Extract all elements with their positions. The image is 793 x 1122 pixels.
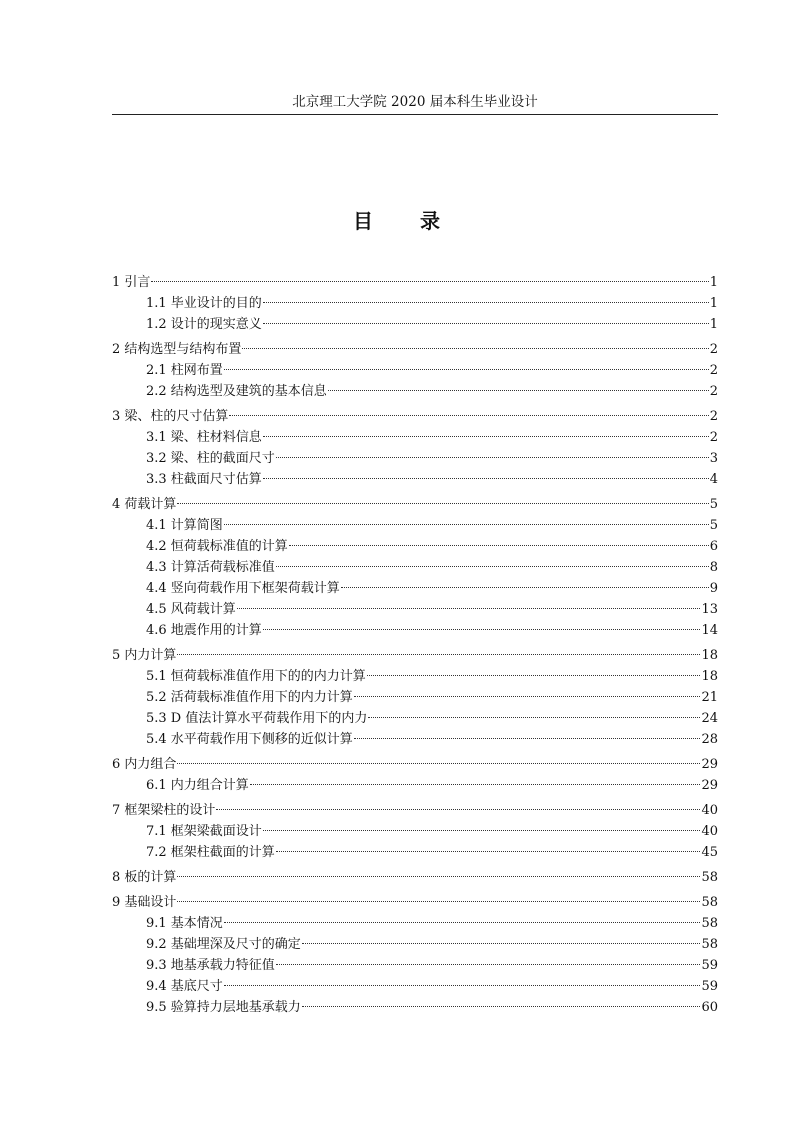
- toc-chapter-entry[interactable]: [112, 645, 718, 666]
- toc-dot-leader: [263, 478, 709, 479]
- toc-section-entry[interactable]: [112, 469, 718, 490]
- page-header: 北京理工大学院 2020 届本科生毕业设计: [292, 94, 538, 110]
- toc-dot-leader: [263, 629, 701, 630]
- toc-entry-page-number: 2: [709, 409, 718, 424]
- toc-entry-label: 4.5 风荷载计算: [146, 602, 236, 617]
- toc-entry-page-number: 2: [709, 363, 718, 378]
- toc-entry-label: 5.3 D 值法计算水平荷载作用下的内力: [146, 711, 368, 726]
- toc-dot-leader: [289, 545, 709, 546]
- toc-entry-page-number: 24: [701, 711, 718, 726]
- toc-entry-page-number: 28: [701, 732, 718, 747]
- toc-dot-leader: [263, 830, 701, 831]
- toc-entry-label: 5.1 恒荷载标准值作用下的的内力计算: [146, 669, 366, 684]
- toc-section-entry[interactable]: [112, 599, 718, 620]
- toc-entry-label: 4.6 地震作用的计算: [146, 623, 262, 638]
- toc-chapter-entry[interactable]: [112, 754, 718, 775]
- toc-dot-leader: [263, 436, 709, 437]
- toc-entry-page-number: 1: [709, 296, 718, 311]
- toc-chapter-entry[interactable]: [112, 406, 718, 427]
- toc-section-entry[interactable]: [112, 314, 718, 335]
- toc-dot-leader: [224, 524, 709, 525]
- toc-section-entry[interactable]: [112, 976, 718, 997]
- toc-section-entry[interactable]: [112, 775, 718, 796]
- toc-dot-leader: [354, 738, 701, 739]
- toc-entry-page-number: 2: [709, 342, 718, 357]
- toc-section-entry[interactable]: [112, 515, 718, 536]
- toc-entry-page-number: 18: [701, 648, 718, 663]
- toc-entry-label: 2.2 结构选型及建筑的基本信息: [146, 384, 327, 399]
- toc-entry-page-number: 58: [701, 916, 718, 931]
- toc-dot-leader: [224, 985, 701, 986]
- toc-entry-page-number: 58: [701, 895, 718, 910]
- toc-dot-leader: [302, 943, 701, 944]
- toc-entry-page-number: 40: [701, 803, 718, 818]
- toc-entry-page-number: 59: [701, 979, 718, 994]
- toc-entry-label: 2.1 柱网布置: [146, 363, 223, 378]
- toc-chapter-entry[interactable]: [112, 272, 718, 293]
- toc-section-entry[interactable]: [112, 536, 718, 557]
- toc-section-entry[interactable]: [112, 913, 718, 934]
- toc-dot-leader: [276, 964, 701, 965]
- toc-entry-label: 8 板的计算: [112, 870, 177, 885]
- toc-dot-leader: [354, 696, 701, 697]
- toc-section-entry[interactable]: [112, 934, 718, 955]
- toc-dot-leader: [263, 323, 709, 324]
- toc-section-entry[interactable]: [112, 381, 718, 402]
- toc-section-entry[interactable]: [112, 666, 718, 687]
- toc-entry-label: 9.5 验算持力层地基承载力: [146, 1000, 301, 1015]
- toc-entry-page-number: 4: [709, 472, 718, 487]
- toc-entry-label: 1.2 设计的现实意义: [146, 317, 262, 332]
- toc-entry-page-number: 9: [709, 581, 718, 596]
- toc-entry-label: 5.2 活荷载标准值作用下的内力计算: [146, 690, 353, 705]
- toc-entry-label: 4.3 计算活荷载标准值: [146, 560, 275, 575]
- toc-entry-label: 7.1 框架梁截面设计: [146, 824, 262, 839]
- toc-chapter-entry[interactable]: [112, 892, 718, 913]
- toc-entry-page-number: 2: [709, 384, 718, 399]
- toc-dot-leader: [328, 390, 709, 391]
- toc-dot-leader: [250, 784, 701, 785]
- toc-entry-page-number: 29: [701, 757, 718, 772]
- toc-dot-leader: [224, 369, 709, 370]
- toc-entry-label: 5.4 水平荷载作用下侧移的近似计算: [146, 732, 353, 747]
- toc-dot-leader: [242, 348, 708, 349]
- toc-entry-label: 7.2 框架柱截面的计算: [146, 845, 275, 860]
- toc-entry-page-number: 60: [701, 1000, 718, 1015]
- toc-section-entry[interactable]: [112, 557, 718, 578]
- toc-entry-page-number: 21: [701, 690, 718, 705]
- toc-entry-page-number: 18: [701, 669, 718, 684]
- toc-dot-leader: [276, 851, 701, 852]
- toc-entry-label: 1 引言: [112, 275, 151, 290]
- toc-dot-leader: [177, 876, 700, 877]
- toc-section-entry[interactable]: [112, 448, 718, 469]
- toc-entry-label: 7 框架梁柱的设计: [112, 803, 216, 818]
- table-of-contents: [112, 272, 718, 1018]
- toc-entry-page-number: 13: [701, 602, 718, 617]
- toc-dot-leader: [367, 675, 701, 676]
- toc-section-entry[interactable]: [112, 427, 718, 448]
- toc-dot-leader: [341, 587, 709, 588]
- toc-section-entry[interactable]: [112, 821, 718, 842]
- toc-dot-leader: [177, 654, 700, 655]
- toc-entry-page-number: 3: [709, 451, 718, 466]
- toc-chapter-entry[interactable]: [112, 339, 718, 360]
- toc-entry-label: 3.1 梁、柱材料信息: [146, 430, 262, 445]
- toc-entry-page-number: 1: [709, 275, 718, 290]
- toc-section-entry[interactable]: [112, 360, 718, 381]
- toc-section-entry[interactable]: [112, 708, 718, 729]
- toc-entry-label: 2 结构选型与结构布置: [112, 342, 242, 357]
- toc-entry-label: 3.2 梁、柱的截面尺寸: [146, 451, 275, 466]
- toc-dot-leader: [263, 302, 709, 303]
- toc-dot-leader: [237, 608, 701, 609]
- toc-entry-page-number: 8: [709, 560, 718, 575]
- toc-entry-label: 9.4 基底尺寸: [146, 979, 223, 994]
- toc-entry-label: 3 梁、柱的尺寸估算: [112, 409, 229, 424]
- toc-section-entry[interactable]: [112, 578, 718, 599]
- toc-entry-page-number: 2: [709, 430, 718, 445]
- toc-entry-page-number: 6: [709, 539, 718, 554]
- toc-chapter-entry[interactable]: [112, 800, 718, 821]
- toc-entry-page-number: 29: [701, 778, 718, 793]
- toc-section-entry[interactable]: [112, 842, 718, 863]
- toc-dot-leader: [177, 901, 700, 902]
- toc-entry-page-number: 5: [709, 497, 718, 512]
- toc-entry-label: 9.1 基本情况: [146, 916, 223, 931]
- toc-section-entry[interactable]: [112, 729, 718, 750]
- toc-dot-leader: [177, 763, 700, 764]
- toc-entry-label: 6 内力组合: [112, 757, 177, 772]
- toc-entry-page-number: 58: [701, 870, 718, 885]
- toc-dot-leader: [368, 717, 700, 718]
- toc-entry-label: 4.2 恒荷载标准值的计算: [146, 539, 288, 554]
- toc-entry-label: 4 荷载计算: [112, 497, 177, 512]
- toc-entry-page-number: 59: [701, 958, 718, 973]
- toc-dot-leader: [229, 415, 708, 416]
- toc-entry-label: 6.1 内力组合计算: [146, 778, 249, 793]
- toc-chapter-entry[interactable]: [112, 867, 718, 888]
- header-rule: [112, 114, 718, 115]
- toc-section-entry[interactable]: [112, 293, 718, 314]
- toc-section-entry[interactable]: [112, 997, 718, 1018]
- toc-entry-page-number: 45: [701, 845, 718, 860]
- page-title: 目 录: [353, 209, 460, 233]
- toc-dot-leader: [177, 503, 708, 504]
- toc-dot-leader: [276, 566, 709, 567]
- toc-entry-label: 4.4 竖向荷载作用下框架荷载计算: [146, 581, 340, 596]
- toc-dot-leader: [216, 809, 700, 810]
- toc-dot-leader: [302, 1006, 701, 1007]
- toc-entry-page-number: 58: [701, 937, 718, 952]
- toc-section-entry[interactable]: [112, 620, 718, 641]
- toc-entry-label: 5 内力计算: [112, 648, 177, 663]
- toc-entry-page-number: 14: [701, 623, 718, 638]
- toc-chapter-entry[interactable]: [112, 494, 718, 515]
- toc-entry-label: 3.3 柱截面尺寸估算: [146, 472, 262, 487]
- toc-entry-label: 1.1 毕业设计的目的: [146, 296, 262, 311]
- toc-section-entry[interactable]: [112, 687, 718, 708]
- toc-entry-label: 9 基础设计: [112, 895, 177, 910]
- toc-entry-label: 4.1 计算简图: [146, 518, 223, 533]
- toc-entry-label: 9.3 地基承载力特征值: [146, 958, 275, 973]
- toc-entry-page-number: 1: [709, 317, 718, 332]
- toc-dot-leader: [224, 922, 701, 923]
- toc-entry-page-number: 40: [701, 824, 718, 839]
- toc-dot-leader: [276, 457, 709, 458]
- toc-dot-leader: [151, 281, 708, 282]
- toc-section-entry[interactable]: [112, 955, 718, 976]
- toc-entry-label: 9.2 基础埋深及尺寸的确定: [146, 937, 301, 952]
- toc-entry-page-number: 5: [709, 518, 718, 533]
